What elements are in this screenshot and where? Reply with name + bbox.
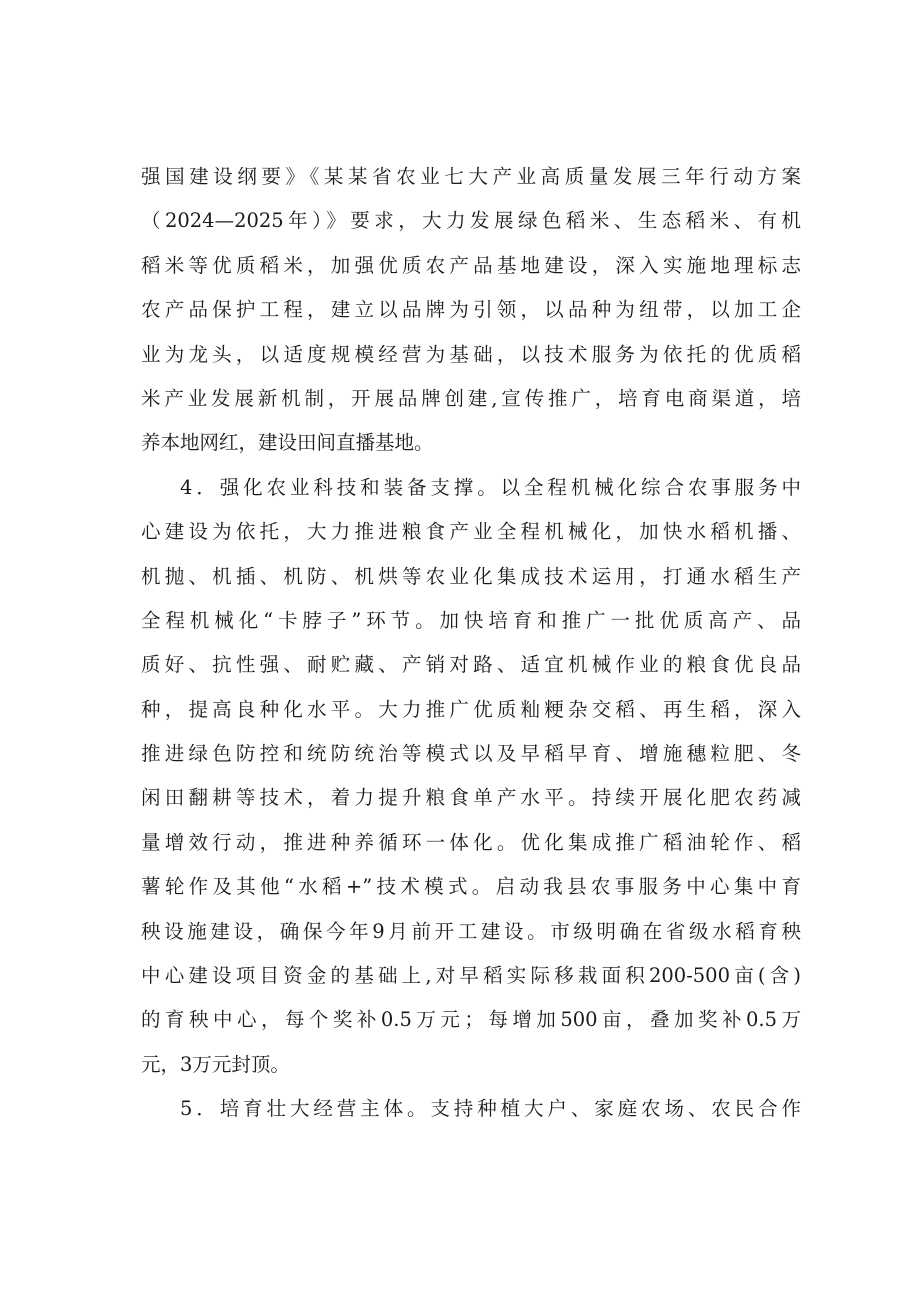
document-body [141,155,801,1132]
text-line: （2024—2025年）》要求，大力发展绿色稻米、生态稻米、有机 [141,209,801,233]
paragraph-tech-support [141,466,801,1087]
text-line: 量增效行动，推进种养循环一体化。优化集成推广稻油轮作、稻 [141,830,801,854]
text-line: 闲田翻耕等技术，着力提升粮食单产水平。持续开展化肥农药减 [141,786,801,810]
text-line: 强国建设纲要》《某某省农业七大产业高质量发展三年行动方案 [141,165,801,188]
paragraph-business-entities [141,1087,801,1131]
text-line: 养本地网红，建设田间直播基地。 [141,431,434,455]
text-line: 4．强化农业科技和装备支撑。以全程机械化综合农事服务中 [180,475,801,499]
text-line: 机抛、机插、机防、机烘等农业化集成技术运用，打通水稻生产 [141,564,801,588]
text-line: 中心建设项目资金的基础上,对早稻实际移栽面积200-500亩(含) [141,964,801,988]
text-line: 质好、抗性强、耐贮藏、产销对路、适宜机械作业的粮食优良品 [141,653,801,677]
text-line: 推进绿色防控和统防统治等模式以及早稻早育、增施穗粒肥、冬 [141,742,801,766]
text-line: 稻米等优质稻米，加强优质农产品基地建设，深入实施地理标志 [141,253,801,277]
text-line: 元，3万元封顶。 [141,1052,290,1076]
paragraph-rice-industry [141,155,801,466]
text-line: 业为龙头，以适度规模经营为基础，以技术服务为依托的优质稻 [141,342,801,366]
text-line: 薯轮作及其他“水稻+”技术模式。启动我县农事服务中心集中育 [141,875,801,899]
text-line: 全程机械化“卡脖子”环节。加快培育和推广一批优质高产、品 [141,608,801,632]
text-line: 农产品保护工程，建立以品牌为引领，以品种为纽带，以加工企 [141,298,801,322]
text-line: 种，提高良种化水平。大力推广优质籼粳杂交稻、再生稻，深入 [141,697,801,721]
text-line: 的育秧中心，每个奖补0.5万元；每增加500亩，叠加奖补0.5万 [141,1008,801,1032]
text-line: 5．培育壮大经营主体。支持种植大户、家庭农场、农民合作 [180,1097,801,1121]
text-line: 米产业发展新机制，开展品牌创建,宣传推广，培育电商渠道，培 [141,386,801,410]
text-line: 心建设为依托，大力推进粮食产业全程机械化，加快水稻机播、 [141,520,801,544]
text-line: 秧设施建设，确保今年9月前开工建设。市级明确在省级水稻育秧 [141,919,801,943]
